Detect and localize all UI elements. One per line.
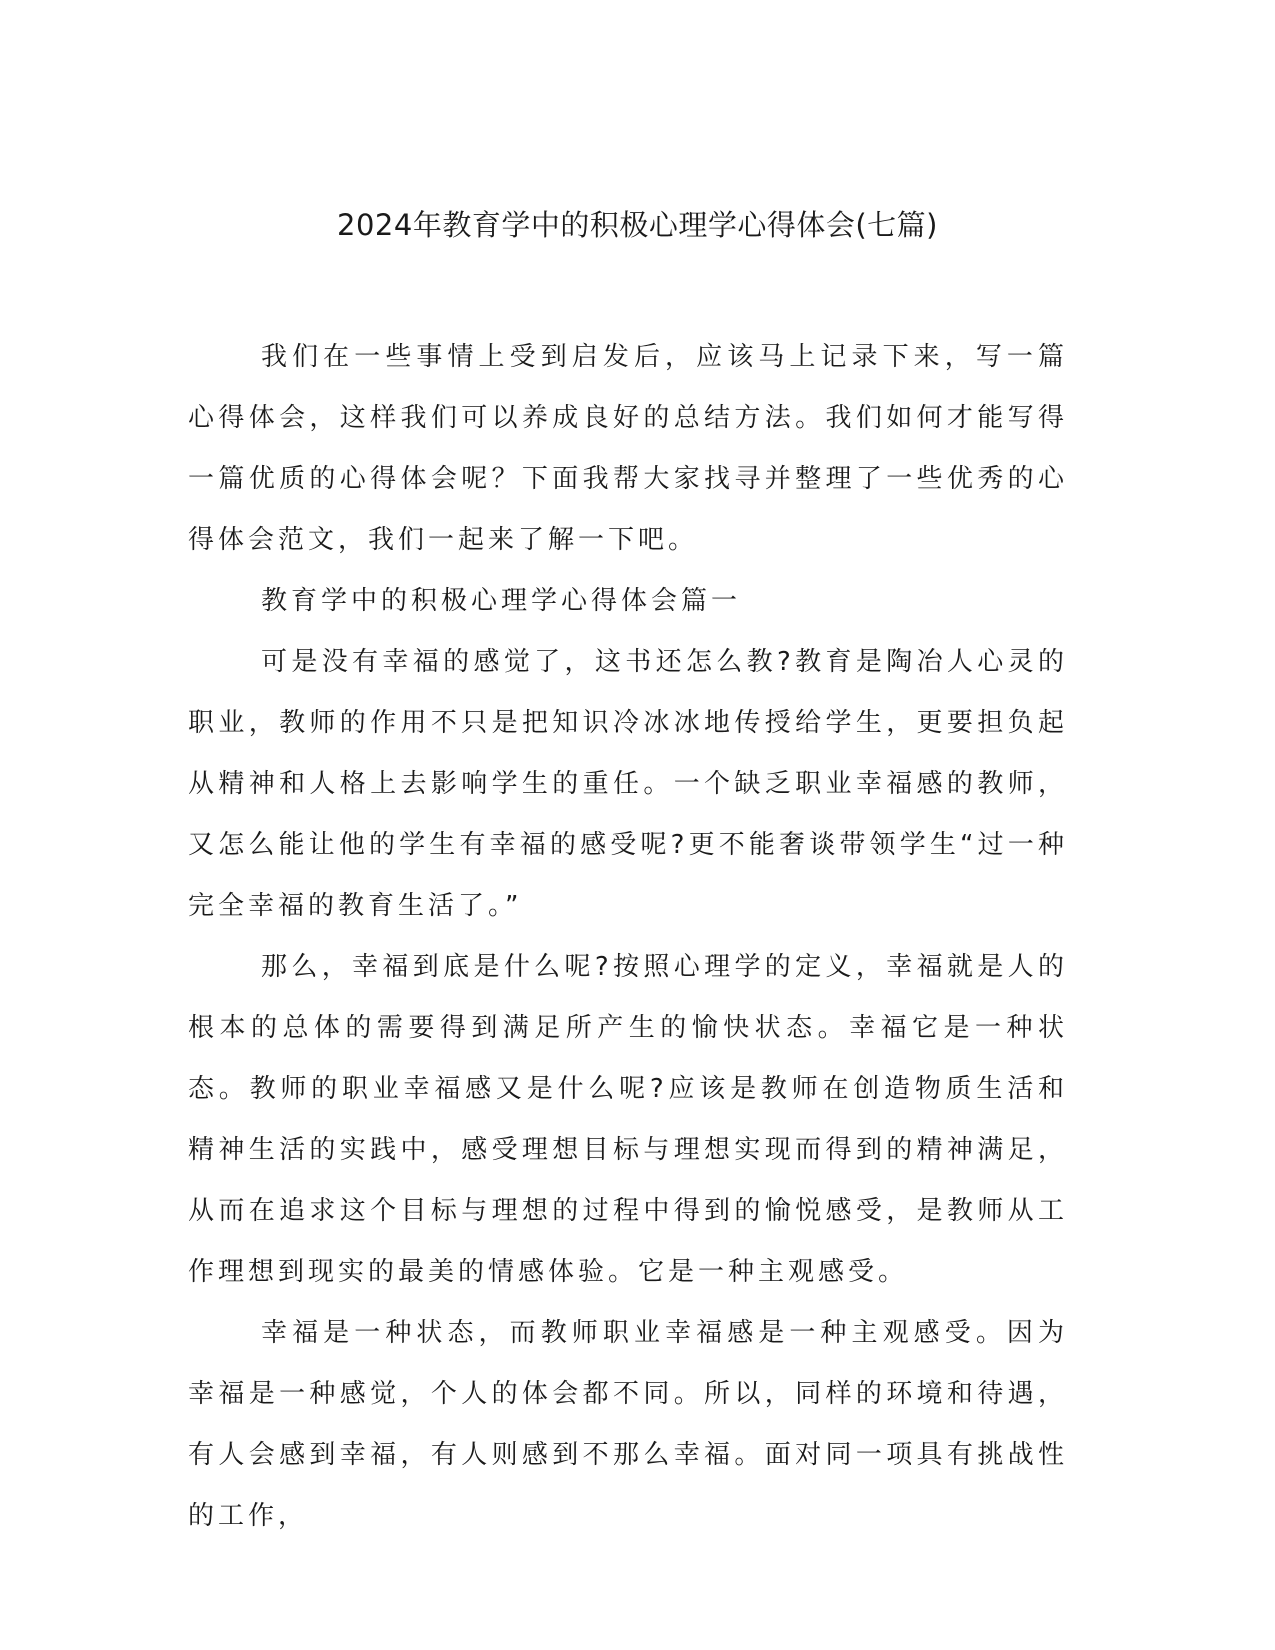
paragraph-intro: 我们在一些事情上受到启发后，应该马上记录下来，写一篇心得体会，这样我们可以养成良好的总结方法。我们如何才能写得一篇优质的心得体会呢？下面我帮大家找寻并整理了一些优秀的心得体会范文，我们一起来了解一下吧。 <box>188 342 1068 555</box>
document-title: 2024年教育学中的积极心理学心得体会(七篇) <box>337 208 938 242</box>
section-heading: 教育学中的积极心理学心得体会篇一 <box>261 586 742 616</box>
document-body <box>188 327 1068 1547</box>
paragraph: 那么，幸福到底是什么呢?按照心理学的定义，幸福就是人的根本的总体的需要得到满足所产生的愉快状态。幸福它是一种状态。教师的职业幸福感又是什么呢?应该是教师在创造物质生活和精神生活的实践中，感受理想目标与理想实现而得到的精神满足，从而在追求这个目标与理想的过程中得到的愉悦感受，是教师从工作理想到现实的最美的情感体验。它是一种主观感受。 <box>188 952 1068 1287</box>
paragraph: 幸福是一种状态，而教师职业幸福感是一种主观感受。因为幸福是一种感觉，个人的体会都不同。所以，同样的环境和待遇，有人会感到幸福，有人则感到不那么幸福。面对同一项具有挑战性的工作， <box>188 1318 1068 1531</box>
paragraph: 可是没有幸福的感觉了，这书还怎么教?教育是陶冶人心灵的职业，教师的作用不只是把知识冷冰冰地传授给学生，更要担负起从精神和人格上去影响学生的重任。一个缺乏职业幸福感的教师，又怎么能让他的学生有幸福的感受呢?更不能奢谈带领学生“过一种完全幸福的教育生活了。” <box>188 647 1068 921</box>
